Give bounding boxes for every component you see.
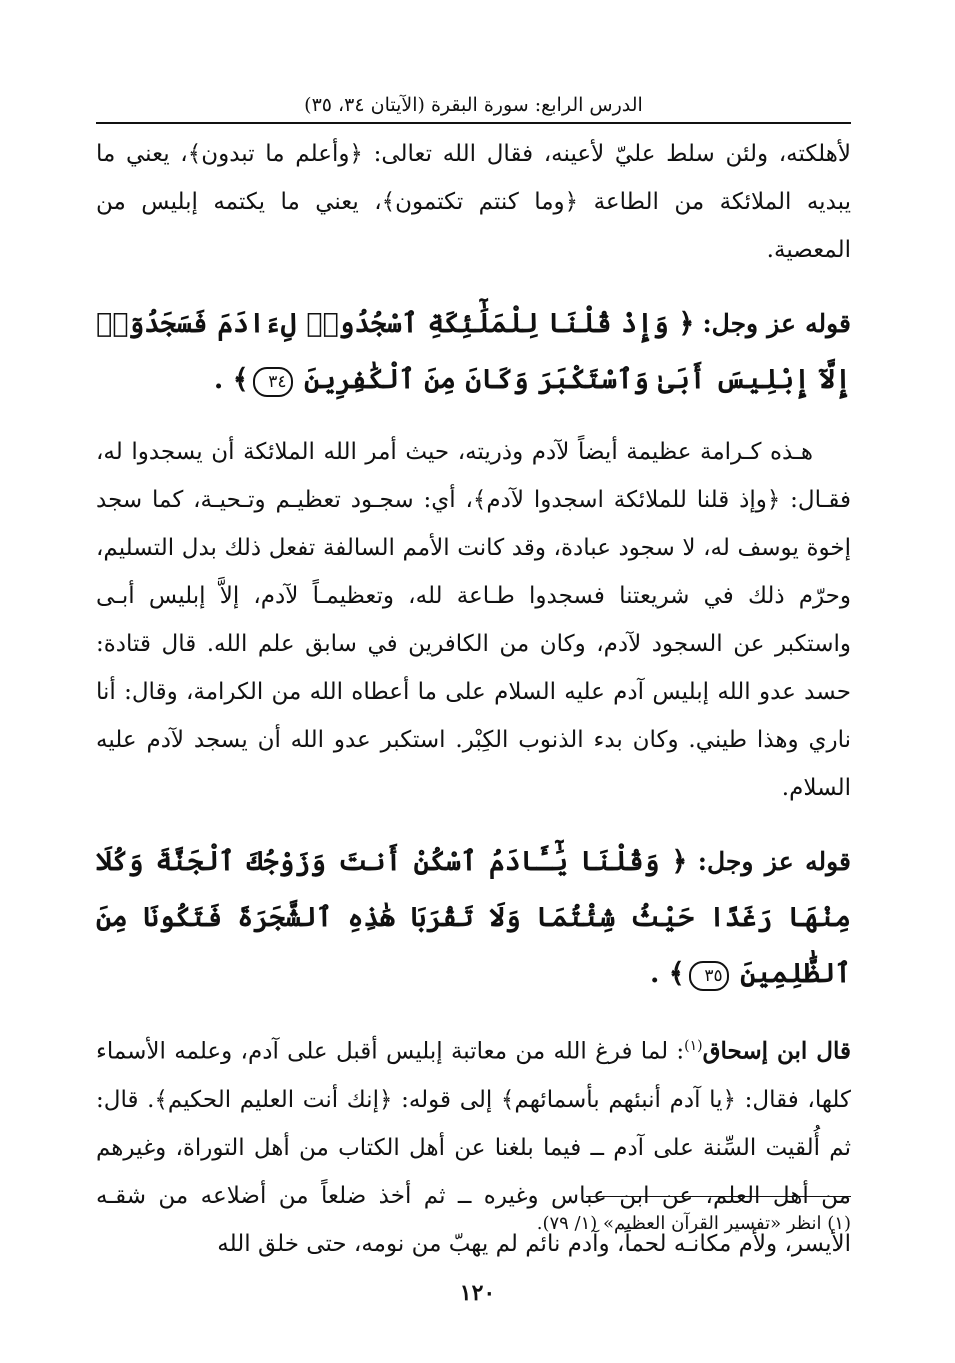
verse-close: ﴾ . [649, 958, 685, 989]
ayah-number-marker: ٣٥ [689, 961, 729, 991]
main-text [96, 130, 851, 1268]
quran-verse-34: ﴿ وَإِذْ قُلْنَا لِلْمَلَٰٓئِكَةِ ٱسْجُدُوا۟ لِءَادَمَ فَسَجَدُوٓا۟ إِلَّآ إِبْلِيسَ أَبَىٰ وَٱسْتَكْبَرَ وَكَانَ مِنَ ٱلْكَٰفِرِينَ [96, 308, 851, 395]
ayah-number-marker: ٣٤ [253, 367, 293, 397]
paragraph-continuation: لأهلكته، ولئن سلط عليّ لأعينه، فقال الله تعالى: ﴿وأعلم ما تبدون﴾، يعني ما يبديه الملائكة من الطاعة ﴿وما كنتم تكتمون﴾، يعني ما يكتمه إبليس من المعصية. [96, 141, 851, 263]
quran-verse-35: ﴿ وَقُلْنَا يَٰٓـَٔادَمُ ٱسْكُنْ أَنتَ وَزَوْجُكَ ٱلْجَنَّةَ وَكُلَا مِنْهَا رَغَدًا حَيْثُ شِئْتُمَا وَلَا تَقْرَبَا هَٰذِهِ ٱلشَّجَرَةَ فَتَكُونَا مِنَ ٱلظَّٰلِمِينَ [96, 846, 851, 989]
quote-source: قال ابن إسحاق [702, 1037, 851, 1065]
paragraph-commentary: هـذه كـرامة عظيمة أيضاً لآدم وذريته، حيث أمر الله الملائكة أن يسجدوا له، فقـال: ﴿وإذ قلنا للملائكة اسجدوا لآدم﴾، أي: سجـود تعظيـم وتـحيـة، كما سجد إخوة يوسف له، لا سجود عبادة، وقد كانت الأمم السالفة تفعل ذلك بدل التسليم، وحرّم ذلك في شريعتنا فسجدوا طـاعة لله، وتعظيمـاً لآدم، إلاَّ إبليس أبـى واستكبر عن السجود لآدم، وكان من الكافرين في سابق علم الله. قال قتادة: حسد عدو الله إبليس آدم عليه السلام على ما أعطاه الله من الكرامة، وقال: أنا ناري وهذا طيني. وكان بدء الذنوب الكِبْر. استكبر عدو الله أن يسجد لآدم عليه السلام. [96, 439, 851, 801]
paragraph-body: : لما فرغ الله من معاتبة إبليس أقبل على آدم، وعلمه الأسماء كلها، فقال: ﴿يا آدم أنبئهم بأسمائهم﴾ إلى قوله: ﴿إنك أنت العليم الحكيم﴾. قال: ثم أُلقيت السِّنة على آدم ــ فيما بلغنا عن أهل الكتاب من أهل التوراة، وغيرهم من أهل العلم، عن ابن عباس وغيره ــ ثم أخذ ضلعاً من أضلاعه من شقـه الأيسر، ولأم مكانـه لحماً، وآدم نائم لم يهبّ من نومه، حتى خلق الله [96, 1038, 851, 1257]
verse-lead: قوله عز وجل: [697, 847, 851, 876]
verse-35-block [96, 834, 851, 1002]
footnote-reference[interactable]: (١) [684, 1038, 703, 1054]
footnote: (١) انظر «تفسير القرآن العظيم» (١/ ٧٩). [536, 1213, 851, 1234]
footnote-divider [586, 1196, 851, 1197]
verse-lead: قوله عز وجل: [702, 309, 851, 338]
page-number: ١٢٠ [459, 1280, 496, 1306]
verse-34-block [96, 296, 851, 408]
verse-close: ﴾ . [213, 364, 249, 395]
running-header: الدرس الرابع: سورة البقرة (الآيتان ٣٤، ٣٥) [96, 92, 851, 124]
